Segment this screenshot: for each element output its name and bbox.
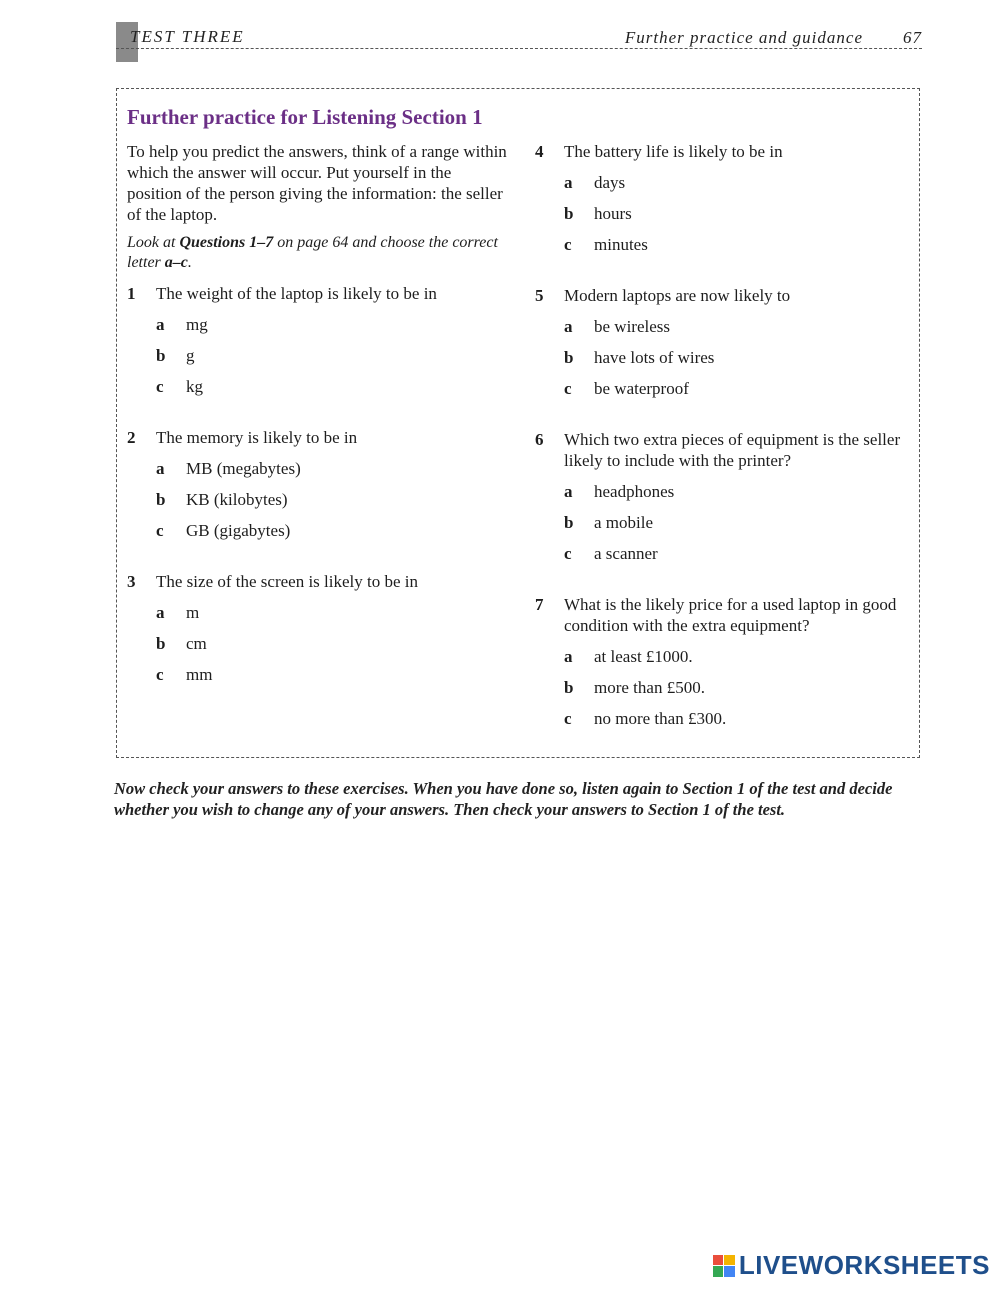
option-letter: a <box>156 315 165 334</box>
answer-option[interactable] <box>535 481 915 502</box>
question-text: What is the likely price for a used laptop in good condition with the extra equipment? <box>564 595 897 635</box>
instruction-letters: a–c <box>164 254 188 271</box>
answer-option[interactable] <box>127 489 507 510</box>
watermark-text: LIVEWORKSHEETS <box>738 1250 990 1280</box>
option-letter: c <box>156 377 164 396</box>
question-text: The size of the screen is likely to be in <box>156 572 418 591</box>
answer-option[interactable] <box>127 633 507 654</box>
page-number: 67 <box>903 28 922 47</box>
question-4 <box>535 141 915 255</box>
answer-option[interactable] <box>127 520 507 541</box>
question-text: The weight of the laptop is likely to be in <box>156 284 437 303</box>
option-text: minutes <box>594 235 648 254</box>
instruction-prefix: Look at <box>127 234 180 251</box>
answer-option[interactable] <box>535 234 915 255</box>
option-text: a mobile <box>594 513 654 532</box>
option-text: be waterproof <box>594 379 689 398</box>
answer-option[interactable] <box>535 543 915 564</box>
question-number: 4 <box>535 142 544 161</box>
option-text: KB (kilobytes) <box>186 490 288 509</box>
question-text: The memory is likely to be in <box>156 428 358 447</box>
option-text: mg <box>186 315 208 334</box>
option-letter: c <box>564 544 572 563</box>
box-title: Further practice for Listening Section 1 <box>127 105 483 129</box>
option-letter: c <box>156 665 164 684</box>
header-rule <box>116 48 922 49</box>
answer-option[interactable] <box>535 316 915 337</box>
option-letter: c <box>156 521 164 540</box>
answer-option[interactable] <box>127 376 507 397</box>
option-letter: a <box>156 459 165 478</box>
test-title: TEST THREE <box>130 27 245 46</box>
option-letter: b <box>564 513 574 532</box>
question-number: 3 <box>127 572 136 591</box>
option-letter: a <box>564 482 573 501</box>
option-text: no more than £300. <box>594 709 727 728</box>
answer-option[interactable] <box>127 458 507 479</box>
answer-option[interactable] <box>535 172 915 193</box>
answer-option[interactable] <box>127 664 507 685</box>
instruction-middle: on page 64 and choose the correct letter <box>127 234 498 271</box>
answer-option[interactable] <box>535 203 915 224</box>
option-letter: c <box>564 235 572 254</box>
question-number: 1 <box>127 284 136 303</box>
option-text: m <box>186 603 200 622</box>
option-letter: b <box>564 678 574 697</box>
question-number: 6 <box>535 430 544 449</box>
question-number: 7 <box>535 595 544 614</box>
option-letter: b <box>156 634 166 653</box>
option-text: mm <box>186 665 213 684</box>
question-text: Modern laptops are now likely to <box>564 286 791 305</box>
question-2 <box>127 427 507 541</box>
option-letter: c <box>564 379 572 398</box>
answer-option[interactable] <box>535 347 915 368</box>
question-number: 2 <box>127 428 136 447</box>
liveworksheets-watermark <box>713 1250 990 1281</box>
liveworksheets-logo-icon <box>713 1255 735 1277</box>
option-text: g <box>186 346 195 365</box>
answer-option[interactable] <box>535 512 915 533</box>
option-letter: b <box>156 346 166 365</box>
option-text: headphones <box>594 482 675 501</box>
question-1 <box>127 283 507 397</box>
answer-option[interactable] <box>535 646 915 667</box>
option-text: hours <box>594 204 632 223</box>
answer-option[interactable] <box>127 314 507 335</box>
page-header <box>116 22 922 52</box>
question-text: Which two extra pieces of equipment is the seller likely to include with the printer? <box>564 430 901 470</box>
option-text: GB (gigabytes) <box>186 521 291 540</box>
answer-option[interactable] <box>127 345 507 366</box>
left-column <box>127 141 507 685</box>
option-letter: a <box>564 317 573 336</box>
footer-instruction: Now check your answers to these exercises. When you have done so, listen again to Section 1 of the test and decide whether you wish to change any of your answers. Then check your answers to Section 1 of the test. <box>114 779 893 819</box>
practice-box <box>116 88 920 758</box>
option-text: MB (megabytes) <box>186 459 301 478</box>
option-letter: c <box>564 709 572 728</box>
answer-option[interactable] <box>535 378 915 399</box>
option-letter: b <box>564 204 574 223</box>
question-number: 5 <box>535 286 544 305</box>
instruction-questions-ref: Questions 1–7 <box>179 234 274 251</box>
option-text: more than £500. <box>594 678 705 697</box>
option-letter: a <box>564 647 573 666</box>
instruction-text <box>127 233 507 273</box>
option-text: a scanner <box>594 544 658 563</box>
option-letter: b <box>156 490 166 509</box>
running-head-text: Further practice and guidance <box>624 28 863 47</box>
right-column <box>535 141 915 729</box>
question-3 <box>127 571 507 685</box>
intro-text: To help you predict the answers, think of a range within which the answer will occur. Put yourself in the position of the person giving the information: the seller of the laptop. <box>127 142 507 224</box>
option-letter: a <box>564 173 573 192</box>
question-6 <box>535 429 915 564</box>
option-text: have lots of wires <box>594 348 715 367</box>
running-head <box>625 28 922 48</box>
question-7 <box>535 594 915 729</box>
question-5 <box>535 285 915 399</box>
option-text: days <box>594 173 626 192</box>
answer-option[interactable] <box>535 708 915 729</box>
option-letter: a <box>156 603 165 622</box>
option-text: cm <box>186 634 207 653</box>
answer-option[interactable] <box>535 677 915 698</box>
instruction-suffix: . <box>187 254 192 271</box>
option-text: kg <box>186 377 203 396</box>
question-text: The battery life is likely to be in <box>564 142 783 161</box>
option-text: be wireless <box>594 317 671 336</box>
option-text: at least £1000. <box>594 647 693 666</box>
answer-option[interactable] <box>127 602 507 623</box>
option-letter: b <box>564 348 574 367</box>
